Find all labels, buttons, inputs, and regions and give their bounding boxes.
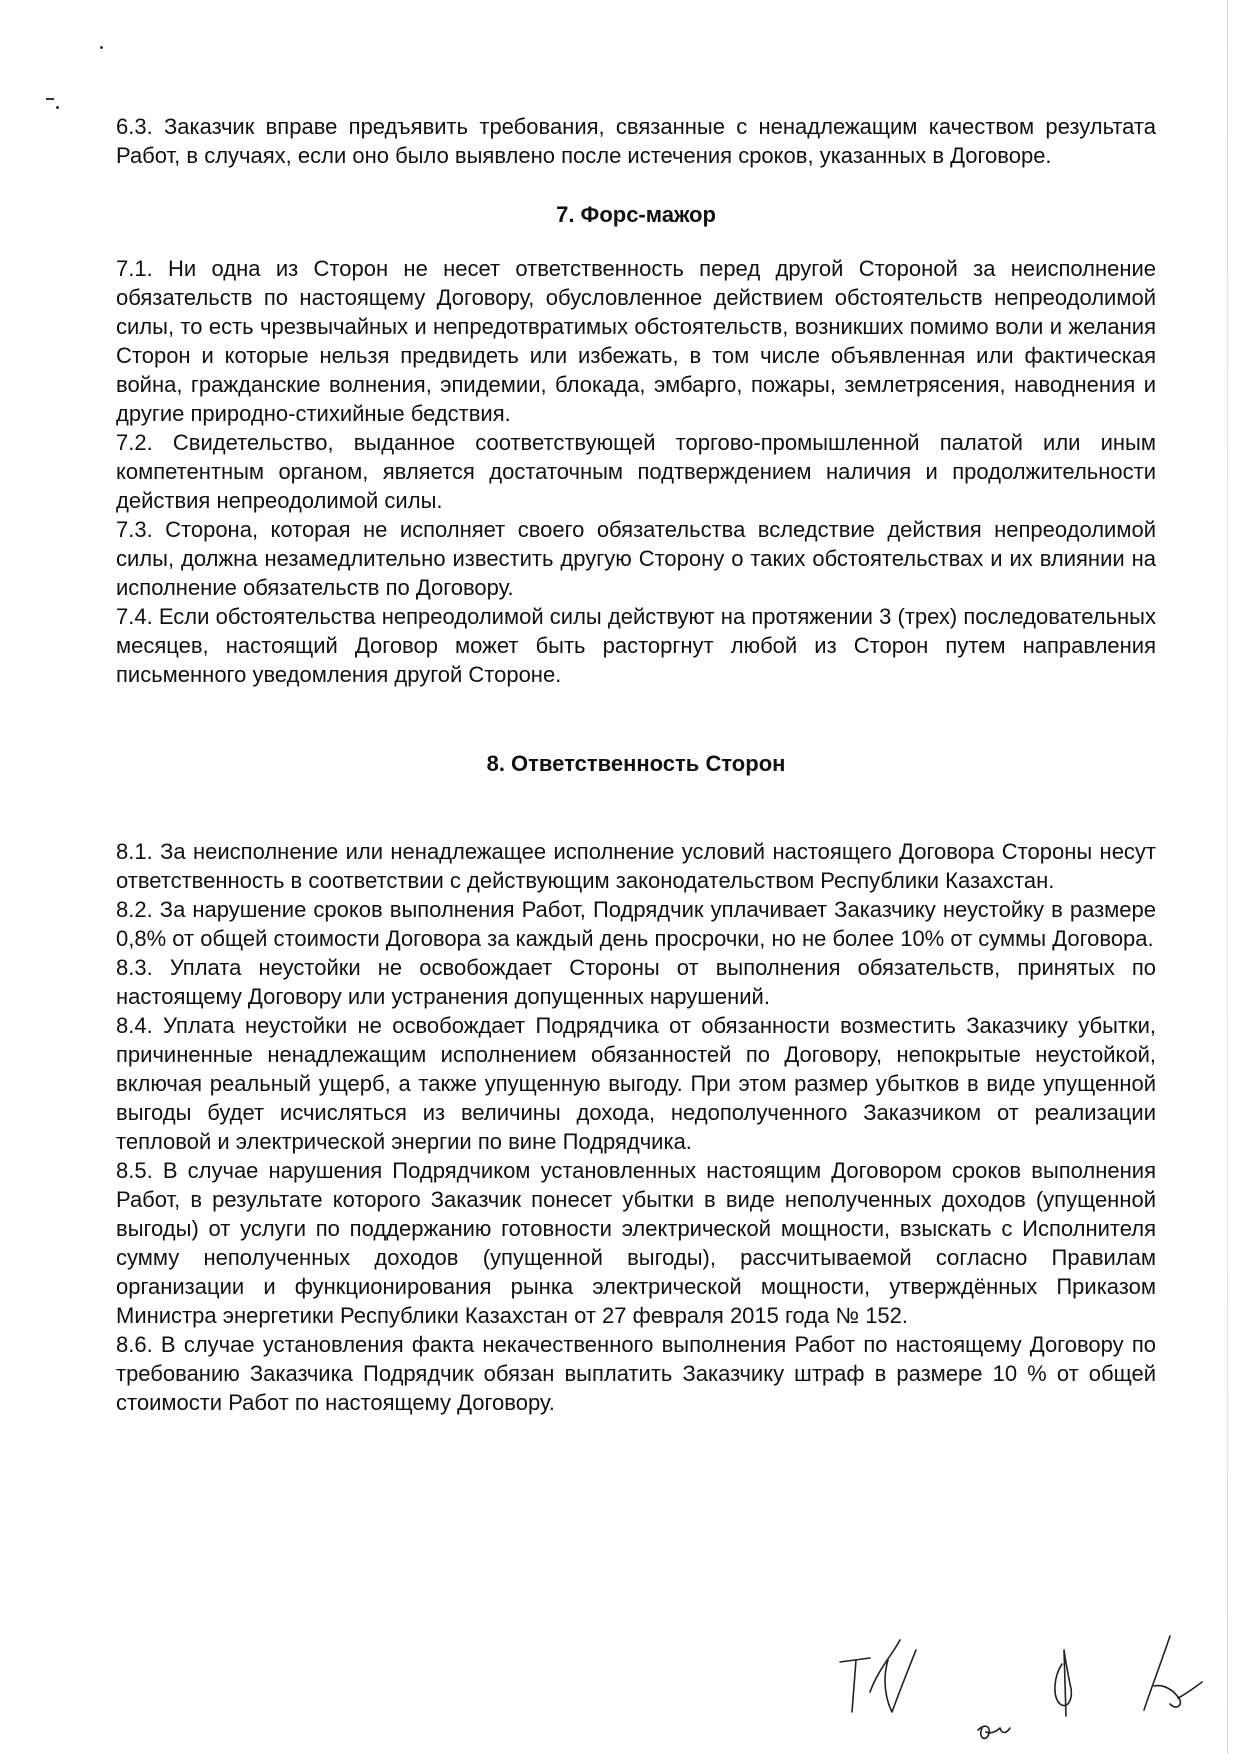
paragraph-7-3: 7.3. Сторона, которая не исполняет своего обязательства вследствие действия непреодолимой силы, должна незамедлительно известить другую Сторону о таких обстоятельствах и их влиянии на исполнение обязательств по Договору. [116, 517, 1156, 600]
document-page [116, 112, 1156, 1417]
paragraph-8-1: 8.1. За неисполнение или ненадлежащее исполнение условий настоящего Договора Стороны несут ответственность в соответствии с действующим законодательством Республики Казахстан. [116, 839, 1156, 893]
paragraph-7-1: 7.1. Ни одна из Сторон не несет ответственность перед другой Стороной за неисполнение обязательств по настоящему Договору, обусловленное действием обстоятельств непреодолимой силы, то есть чрезвычайных и непредотвратимых обстоятельств, возникших помимо воли и желания Сторон и которые нельзя предвидеть или избежать, в том числе объявленная или фактическая война, гражданские волнения, эпидемии, блокада, эмбарго, пожары, землетрясения, наводнения и другие природно-стихийные бедствия. [116, 256, 1156, 426]
scan-speck [46, 98, 54, 100]
paragraph-8-2: 8.2. За нарушение сроков выполнения Работ, Подрядчик уплачивает Заказчику неустойку в размере 0,8% от общей стоимости Договора за каждый день просрочки, но не более 10% от суммы Договора. [116, 897, 1156, 951]
scan-speck [56, 106, 59, 109]
paragraph-6-3: 6.3. Заказчик вправе предъявить требования, связанные с ненадлежащим качеством результата Работ, в случаях, если оно было выявлено после истечения сроков, указанных в Договоре. [116, 114, 1156, 168]
paragraph-8-5: 8.5. В случае нарушения Подрядчиком установленных настоящим Договором сроков выполнения Работ, в результате которого Заказчик понесет убытки в виде неполученных доходов (упущенной выгоды) от услуги по поддержанию готовности электрической мощности, взыскать с Исполнителя сумму неполученных доходов (упущенной выгоды), рассчитываемой согласно Правилам организации и функционирования рынка электрической мощности, утверждённых Приказом Министра энергетики Республики Казахстан от 27 февраля 2015 года № 152. [116, 1158, 1156, 1328]
signature-3 [1055, 1650, 1071, 1716]
scan-edge [1227, 0, 1228, 1754]
paragraph-8-3: 8.3. Уплата неустойки не освобождает Стороны от выполнения обязательств, принятых по настоящему Договору или устранения допущенных нарушений. [116, 955, 1156, 1009]
paragraph-8-4: 8.4. Уплата неустойки не освобождает Подрядчика от обязанности возместить Заказчику убытки, причиненные ненадлежащим исполнением обязанностей по Договору, непокрытые неустойкой, включая реальный ущерб, а также упущенную выгоду. При этом размер убытков в виде упущенной выгоды будет исчисляться из величины дохода, недополученного Заказчиком от реализации тепловой и электрической энергии по вине Подрядчика. [116, 1013, 1156, 1154]
section-7-heading: 7. Форс-мажор [556, 202, 716, 227]
paragraph-7-4: 7.4. Если обстоятельства непреодолимой силы действуют на протяжении 3 (трех) последовательных месяцев, настоящий Договор может быть расторгнут любой из Сторон путем направления письменного уведомления другой Стороне. [116, 604, 1156, 687]
section-8-heading: 8. Ответственность Сторон [486, 751, 786, 776]
signatures [830, 1600, 1210, 1750]
paragraph-7-2: 7.2. Свидетельство, выданное соответствующей торгово-промышленной палатой или иным компетентным органом, является достаточным подтверждением наличия и продолжительности действия непреодолимой силы. [116, 430, 1156, 513]
paragraph-8-6: 8.6. В случае установления факта некачественного выполнения Работ по настоящему Договору по требованию Заказчика Подрядчик обязан выплатить Заказчику штраф в размере 10 % от общей стоимости Работ по настоящему Договору. [116, 1332, 1156, 1415]
scan-speck [100, 46, 103, 49]
signature-2 [978, 1726, 1010, 1738]
signature-initials-1 [840, 1640, 916, 1712]
signature-4 [1144, 1636, 1202, 1710]
